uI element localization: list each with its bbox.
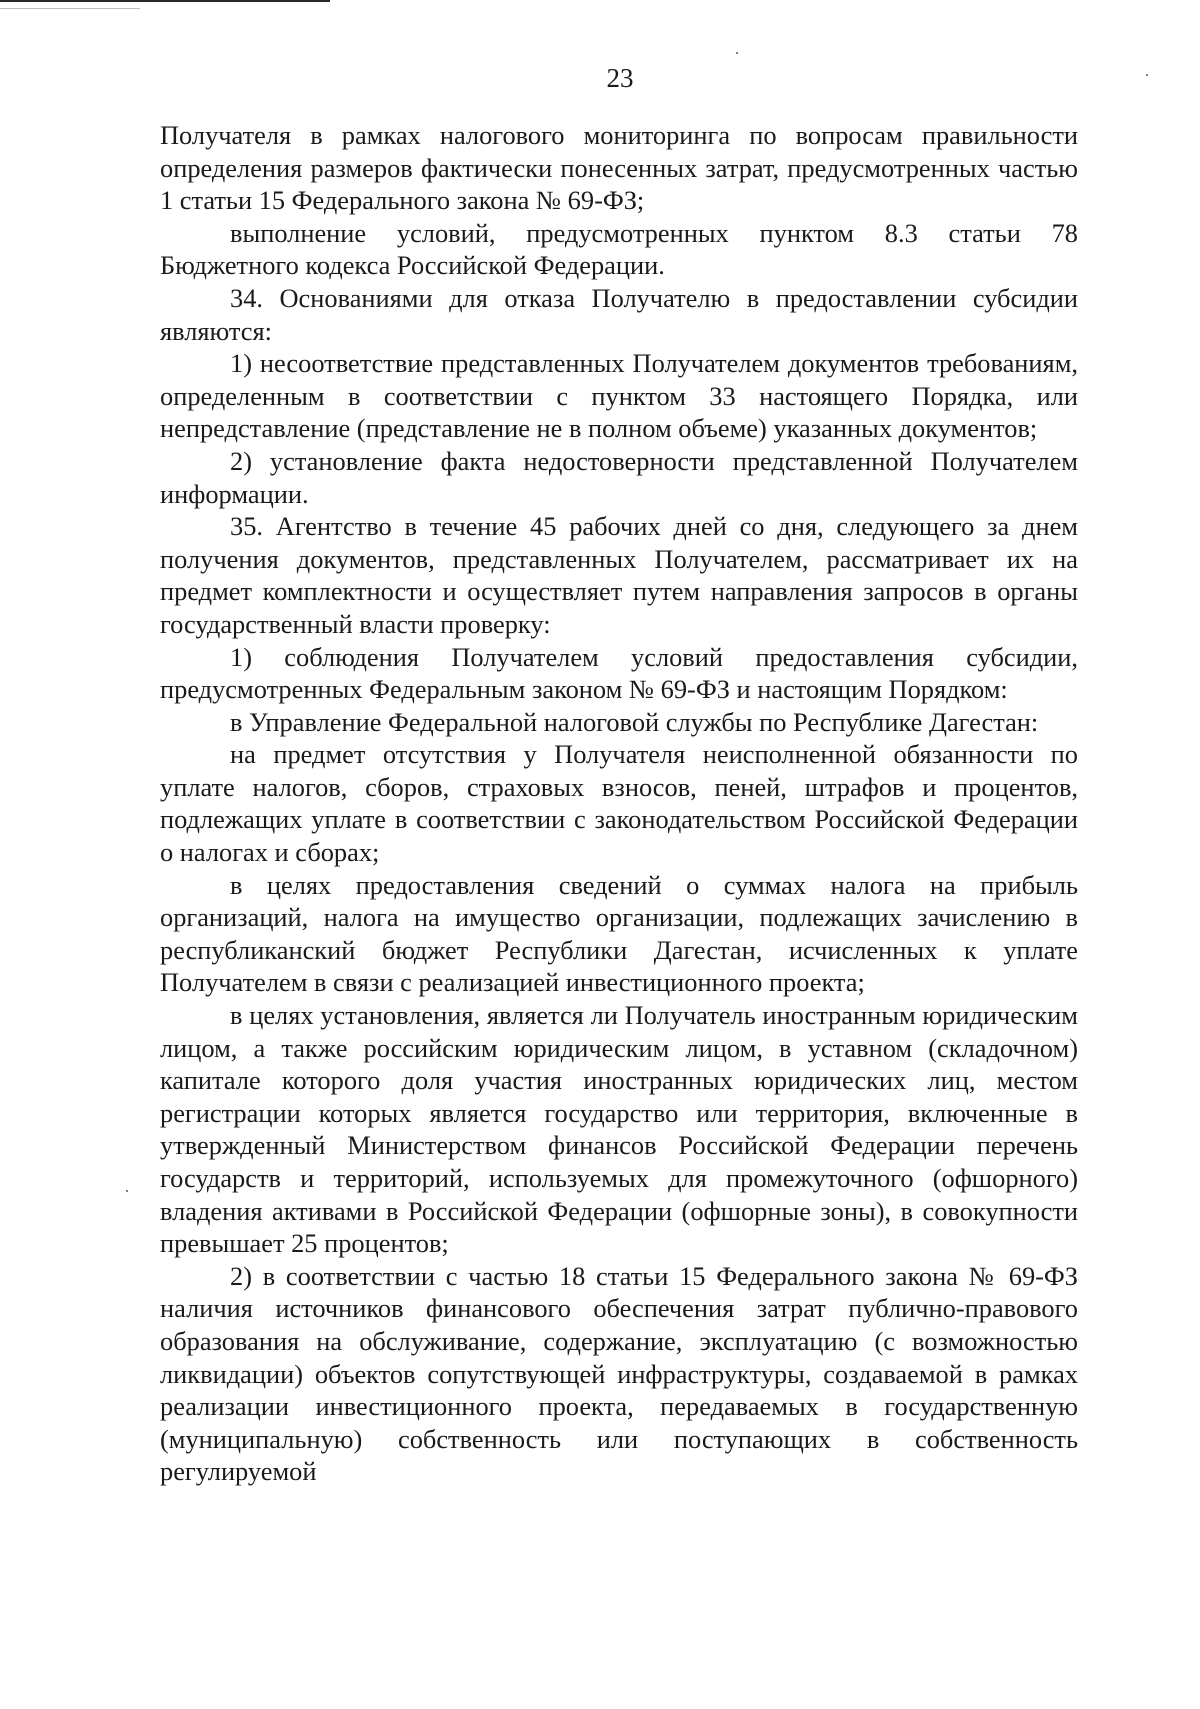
paragraph-item-34: 34. Основаниями для отказа Получателю в предоставлении субсидии являются:	[160, 282, 1078, 346]
scan-speck	[126, 1190, 128, 1192]
paragraph: в целях предоставления сведений о суммах налога на прибыль организаций, налога на имущество организации, подлежащих зачислению в республиканский бюджет Республики Дагестан, исчисленных к уплате Получателем в связи с реализацией инвестиционного проекта;	[160, 869, 1078, 998]
page-number: 23	[606, 63, 634, 93]
paragraph: 2) установление факта недостоверности представленной Получателем информации.	[160, 445, 1078, 509]
scan-speck	[736, 52, 738, 54]
paragraph: в целях установления, является ли Получатель иностранным юридическим лицом, а также российским юридическим лицом, в уставном (складочном) капитале которого доля участия иностранных юридических лиц, местом регистрации которых является государство или территория, включенные в утвержденный Министерством финансов Российской Федерации перечень государств и территорий, используемых для промежуточного (офшорного) владения активами в Российской Федерации (офшорные зоны), в совокупности превышает 25 процентов;	[160, 1000, 1078, 1259]
paragraph: на предмет отсутствия у Получателя неисполненной обязанности по уплате налогов, сборов, страховых взносов, пеней, штрафов и процентов, подлежащих уплате в соответствии с законодательством Российской Федерации о налогах и сборах;	[160, 739, 1078, 868]
paragraph: выполнение условий, предусмотренных пунктом 8.3 статьи 78 Бюджетного кодекса Российской Федерации.	[160, 217, 1078, 281]
paragraph: 1) несоответствие представленных Получателем документов требованиям, определенным в соответствии с пунктом 33 настоящего Порядка, или непредставление (представление не в полном объеме) указанных документов;	[160, 348, 1078, 444]
document-body	[160, 119, 1078, 1488]
paragraph-item-35: 35. Агентство в течение 45 рабочих дней со дня, следующего за днем получения документов, представленных Получателем, рассматривает их на предмет комплектности и осуществляет путем направления запросов в органы государственный власти проверку:	[160, 511, 1078, 639]
scan-edge-mark	[0, 0, 330, 2]
scan-edge-mark-faint	[0, 8, 140, 9]
paragraph-continuation: Получателя в рамках налогового мониторинга по вопросам правильности определения размеров фактически понесенных затрат, предусмотренных частью 1 статьи 15 Федерального закона № 69-ФЗ;	[160, 120, 1078, 216]
paragraph: в Управление Федеральной налоговой службы по Республике Дагестан:	[230, 706, 1039, 737]
paragraph: 1) соблюдения Получателем условий предоставления субсидии, предусмотренных Федеральным законом № 69-ФЗ и настоящим Порядком:	[160, 641, 1078, 705]
paragraph: 2) в соответствии с частью 18 статьи 15 Федерального закона № 69-ФЗ наличия источников финансового обеспечения затрат публично-правового образования на обслуживание, содержание, эксплуатацию (с возможностью ликвидации) объектов сопутствующей инфраструктуры, создаваемой в рамках реализации инвестиционного проекта, передаваемых в государственную (муниципальную) собственность или поступающих в собственность регулируемой	[160, 1260, 1078, 1487]
